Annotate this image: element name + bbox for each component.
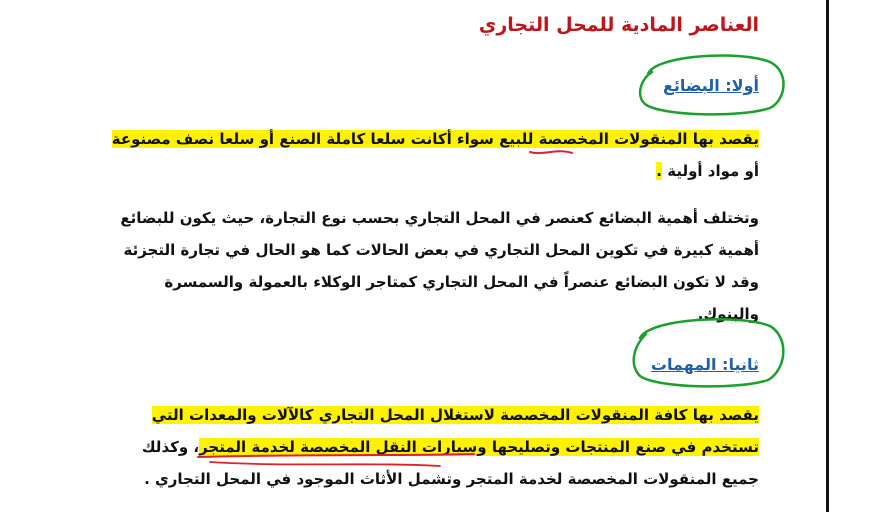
paragraph-line	[152, 404, 759, 426]
page-edge	[826, 0, 829, 512]
highlighted-text: يقصد بها كافة المنقولات المخصصة لاستغلال المحل التجاري كالآلات والمعدات التي	[151, 406, 759, 424]
section-heading-equipment: ثانيا: المهمات	[650, 355, 759, 374]
highlighted-text: تستخدم في صنع المنتجات وتصليحها وسيارات النقل المخصصة لخدمة المتجر	[199, 438, 759, 456]
paragraph-text: أو مواد أولية	[667, 162, 759, 180]
paragraph-line	[112, 128, 759, 150]
highlighted-text: .	[656, 162, 662, 180]
paragraph-line: وتختلف أهمية البضائع كعنصر في المحل التجاري بحسب نوع التجارة، حيث يكون للبضائع	[120, 209, 759, 227]
highlighted-text: يقصد بها المنقولات المخصصة للبيع سواء أكانت سلعا كاملة الصنع أو سلعا نصف مصنوعة	[111, 130, 759, 148]
paragraph-line: أهمية كبيرة في تكوين المحل التجاري في بعض الحالات كما هو الحال في تجارة التجزئة	[123, 241, 759, 259]
red-underline-annotation	[210, 462, 440, 466]
green-circle-annotation	[634, 319, 784, 386]
paragraph-text: ، وكذلك	[141, 438, 200, 456]
paragraph-line	[142, 436, 759, 458]
section-heading-goods: أولا: البضائع	[662, 76, 759, 95]
paragraph-line	[656, 160, 759, 182]
paragraph-line: والبنوك.	[697, 305, 759, 323]
paragraph-line: جميع المنقولات المخصصة لخدمة المتجر وتشمل الأثاث الموجود في المحل التجاري .	[144, 470, 759, 488]
paragraph-line: وقد لا تكون البضائع عنصراً في المحل التجاري كمتاجر الوكلاء بالعمولة والسمسرة	[164, 273, 759, 291]
document-title: العناصر المادية للمحل التجاري	[478, 14, 759, 36]
red-underline-annotation	[530, 151, 572, 153]
